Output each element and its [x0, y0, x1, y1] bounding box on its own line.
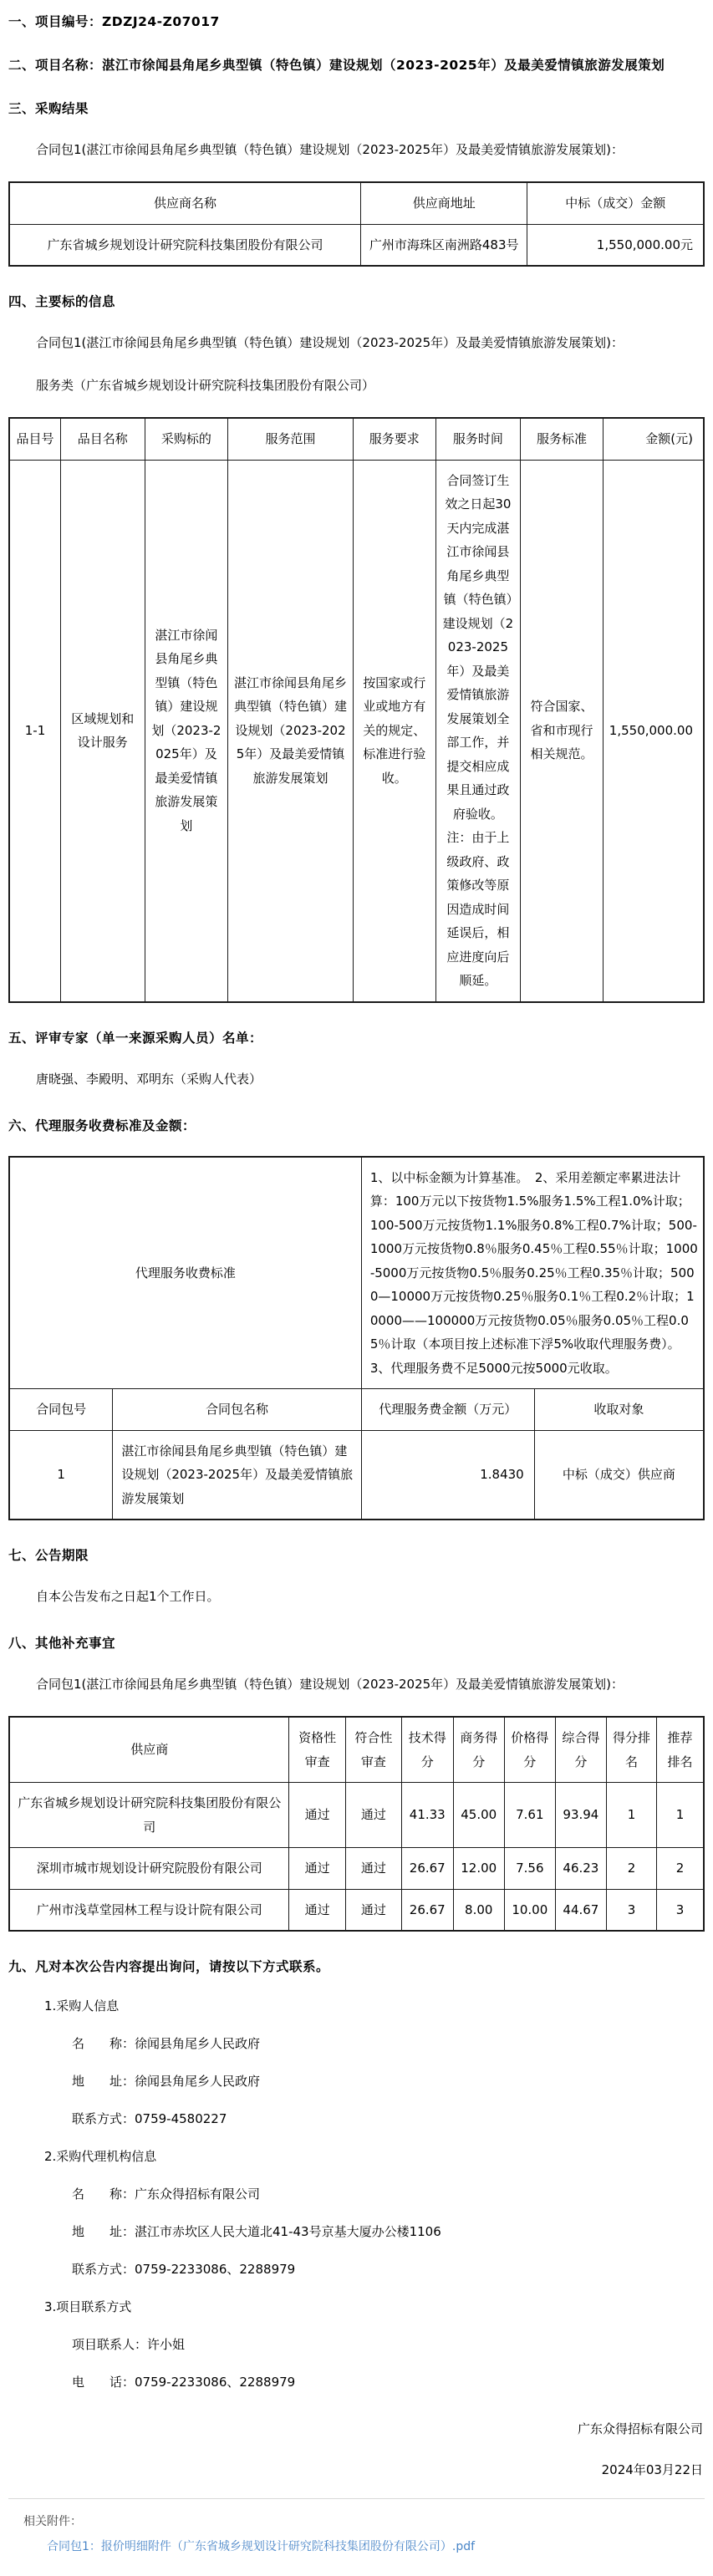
col-price-score: 价格得分: [504, 1717, 555, 1783]
business-score: 45.00: [453, 1783, 504, 1848]
fee-payer: 中标（成交）供应商: [534, 1430, 704, 1520]
main-bid-service-line: 服务类（广东省城乡规划设计研究院科技集团股份有限公司）: [36, 378, 375, 393]
supplementary-package-line: 合同包1(湛江市徐闻县角尾乡典型镇（特色镇）建设规划（2023-2025年）及最美爱情镇旅游发展策划)：: [36, 1677, 624, 1692]
score-rank: 2: [607, 1848, 657, 1890]
table-header-row: [9, 1717, 704, 1783]
attachments-section: [8, 2498, 705, 2576]
award-amount: 1,550,000.00元: [527, 224, 704, 266]
agency-fee-table: [8, 1156, 705, 1521]
agency-phone: 联系方式：0759-2233086、2288979: [72, 2262, 296, 2277]
supplier-name: 广东省城乡规划设计研究院科技集团股份有限公司: [9, 224, 360, 266]
fee-amount: 1.8430: [361, 1430, 534, 1520]
col-standard: 服务标准: [521, 418, 604, 460]
total-score: 44.67: [555, 1889, 606, 1931]
col-requirement: 服务要求: [353, 418, 435, 460]
supplier: 广州市浅草堂园林工程与设计院有限公司: [9, 1889, 289, 1931]
table-row: [9, 1430, 704, 1520]
supplier: 广东省城乡规划设计研究院科技集团股份有限公司: [9, 1783, 289, 1848]
procurement-result-table: [8, 181, 705, 267]
purchaser-address: 地 址：徐闻县角尾乡人民政府: [72, 2074, 261, 2089]
col-supplier-address: 供应商地址: [360, 182, 527, 224]
item-amount: 1,550,000.00: [603, 460, 704, 1002]
col-item-no: 品目号: [9, 418, 60, 460]
item-scope: 湛江市徐闻县角尾乡典型镇（特色镇）建设规划（2023-2025年）及最美爱情镇旅游发展策划: [228, 460, 354, 1002]
section-contact-heading: 九、凡对本次公告内容提出询问，请按以下方式联系。: [8, 1959, 330, 1974]
project-contact-phone: 电 话：0759-2233086、2288979: [72, 2375, 296, 2390]
period-text: 自本公告发布之日起1个工作日。: [36, 1589, 220, 1604]
fee-standard-text: 1、以中标金额为计算基准。 2、采用差额定率累进法计算：100万元以下按货物1.5%服务1.5%工程1.0%计取；100-500万元按货物1.1%服务0.8%工程0.7%计取；500-1000万元按货物0.8％服务0.45％工程0.55％计取；1000-5000万元按货物0.5％服务0.25％工程0.35％计取；5000—10000万元按货物0.25％服务0.1％工程0.2％计取；10000——100000万元按货物0.05％服务0.05％工程0.05％计取（本项目按上述标准下浮5%收取代理服务费）。3、代理服务费不足5000元按5000元收取。: [361, 1157, 704, 1389]
experts-names: 唐晓强、李殿明、邓明东（采购人代表）: [36, 1071, 262, 1087]
technical-score: 26.67: [402, 1848, 453, 1890]
table-header-row: [9, 1389, 704, 1431]
total-score: 46.23: [555, 1848, 606, 1890]
table-row: [9, 1889, 704, 1931]
col-award-amount: 中标（成交）金额: [527, 182, 704, 224]
technical-score: 41.33: [402, 1783, 453, 1848]
col-qualification-review: 资格性审查: [289, 1717, 345, 1783]
col-supplier: 供应商: [9, 1717, 289, 1783]
section-procurement-result-heading: 三、采购结果: [8, 101, 89, 116]
col-fee-amount: 代理服务费金额（万元）: [361, 1389, 534, 1431]
recommend-rank: 1: [656, 1783, 704, 1848]
business-score: 12.00: [453, 1848, 504, 1890]
table-row: [9, 1848, 704, 1890]
table-row: [9, 1783, 704, 1848]
agency-info-title: 2.采购代理机构信息: [44, 2149, 157, 2164]
total-score: 93.94: [555, 1783, 606, 1848]
recommend-rank: 2: [656, 1848, 704, 1890]
qualification-review: 通过: [289, 1783, 345, 1848]
col-time: 服务时间: [435, 418, 520, 460]
col-scope: 服务范围: [228, 418, 354, 460]
item-standard: 符合国家、省和市现行相关规范。: [521, 460, 604, 1002]
score-rank: 3: [607, 1889, 657, 1931]
conformity-review: 通过: [345, 1783, 401, 1848]
agency-name: 名 称：广东众得招标有限公司: [72, 2187, 261, 2202]
main-bid-info-table: [8, 417, 705, 1003]
conformity-review: 通过: [345, 1889, 401, 1931]
item-no: 1-1: [9, 460, 60, 1002]
recommend-rank: 3: [656, 1889, 704, 1931]
price-score: 7.56: [504, 1848, 555, 1890]
main-bid-package-line: 合同包1(湛江市徐闻县角尾乡典型镇（特色镇）建设规划（2023-2025年）及最美爱情镇旅游发展策划)：: [36, 335, 624, 350]
project-name-line: 二、项目名称：湛江市徐闻县角尾乡典型镇（特色镇）建设规划（2023-2025年）及最美爱情镇旅游发展策划: [8, 58, 665, 73]
purchaser-name: 名 称：徐闻县角尾乡人民政府: [72, 2036, 261, 2051]
fee-standard-label: 代理服务收费标准: [9, 1157, 361, 1389]
qualification-review: 通过: [289, 1889, 345, 1931]
conformity-review: 通过: [345, 1848, 401, 1890]
col-item-name: 品目名称: [60, 418, 145, 460]
col-technical-score: 技术得分: [402, 1717, 453, 1783]
table-row: [9, 224, 704, 266]
signature-company: 广东众得招标有限公司: [577, 2421, 703, 2436]
section-main-bid-info-heading: 四、主要标的信息: [8, 294, 116, 309]
col-business-score: 商务得分: [453, 1717, 504, 1783]
supplier: 深圳市城市规划设计研究院股份有限公司: [9, 1848, 289, 1890]
price-score: 7.61: [504, 1783, 555, 1848]
project-number-line: 一、项目编号：ZDZJ24-Z07017: [8, 14, 220, 29]
fee-standard-row: [9, 1157, 704, 1389]
col-package-name: 合同包名称: [113, 1389, 362, 1431]
project-contact-title: 3.项目联系方式: [44, 2299, 132, 2314]
qualification-review: 通过: [289, 1848, 345, 1890]
table-header-row: [9, 418, 704, 460]
price-score: 10.00: [504, 1889, 555, 1931]
section-supplementary-heading: 八、其他补充事宜: [8, 1636, 116, 1651]
package-no: 1: [9, 1430, 113, 1520]
item-name: 区域规划和设计服务: [60, 460, 145, 1002]
score-table: [8, 1716, 705, 1932]
supplier-address: 广州市海珠区南洲路483号: [360, 224, 527, 266]
table-row: [9, 460, 704, 1002]
col-score-rank: 得分排名: [607, 1717, 657, 1783]
signature-date: 2024年03月22日: [601, 2462, 703, 2477]
purchaser-phone: 联系方式：0759-4580227: [72, 2111, 227, 2126]
item-time: 合同签订生效之日起30天内完成湛江市徐闻县角尾乡典型镇（特色镇）建设规划（2023-2025年）及最美爱情镇旅游发展策划全部工作，并提交相应成果且通过政府验收。 注：由于上级政府、政策修改等原因造成时间延误后，相应进度向后顺延。: [435, 460, 520, 1002]
col-conformity-review: 符合性审查: [345, 1717, 401, 1783]
attachments-label: 相关附件：: [23, 2515, 82, 2528]
col-package-no: 合同包号: [9, 1389, 113, 1431]
package-name: 湛江市徐闻县角尾乡典型镇（特色镇）建设规划（2023-2025年）及最美爱情镇旅游发展策划: [113, 1430, 362, 1520]
section-period-heading: 七、公告期限: [8, 1548, 89, 1563]
table-header-row: [9, 182, 704, 224]
attachment-pdf-link[interactable]: 合同包1：报价明细附件（广东省城乡规划设计研究院科技集团股份有限公司）.pdf: [47, 2540, 476, 2553]
business-score: 8.00: [453, 1889, 504, 1931]
score-rank: 1: [607, 1783, 657, 1848]
col-amount: 金额(元): [603, 418, 704, 460]
col-fee-payer: 收取对象: [534, 1389, 704, 1431]
col-supplier-name: 供应商名称: [9, 182, 360, 224]
agency-address: 地 址：湛江市赤坎区人民大道北41-43号京基大厦办公楼1106: [72, 2224, 441, 2239]
technical-score: 26.67: [402, 1889, 453, 1931]
col-recommend-rank: 推荐排名: [656, 1717, 704, 1783]
col-total-score: 综合得分: [555, 1717, 606, 1783]
procurement-result-package-line: 合同包1(湛江市徐闻县角尾乡典型镇（特色镇）建设规划（2023-2025年）及最美爱情镇旅游发展策划)：: [36, 142, 624, 157]
item-target: 湛江市徐闻县角尾乡典型镇（特色镇）建设规划（2023-2025年）及最美爱情镇旅游发展策划: [145, 460, 228, 1002]
project-contact-person: 项目联系人：许小姐: [72, 2337, 186, 2352]
purchaser-info-title: 1.采购人信息: [44, 1998, 120, 2013]
col-target: 采购标的: [145, 418, 228, 460]
section-experts-heading: 五、评审专家（单一来源采购人员）名单：: [8, 1030, 263, 1046]
section-agency-fee-heading: 六、代理服务收费标准及金额：: [8, 1117, 196, 1133]
item-requirement: 按国家或行业或地方有关的规定、标准进行验收。: [353, 460, 435, 1002]
